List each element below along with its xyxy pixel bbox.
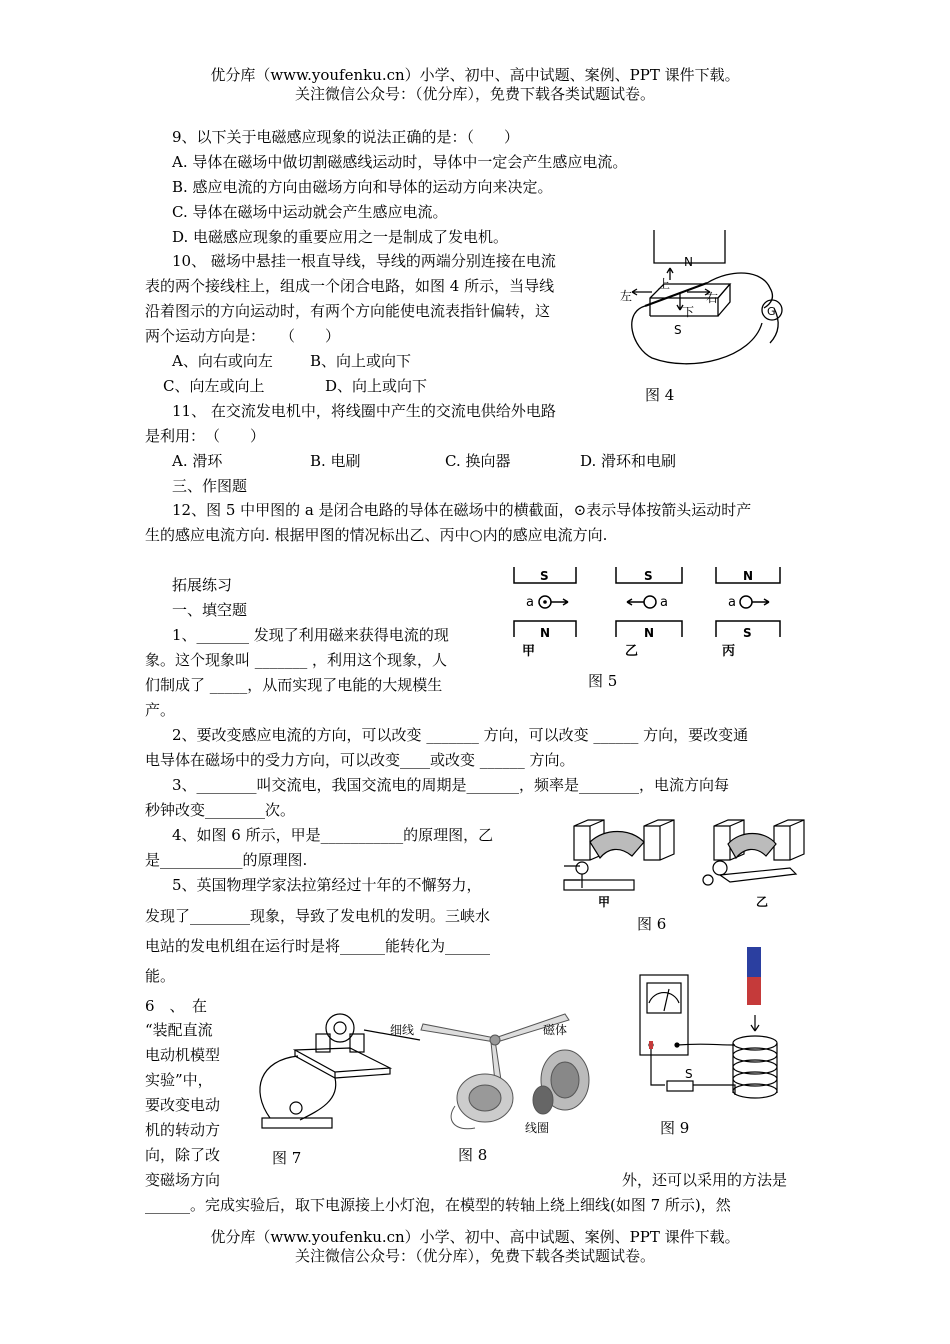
fig7-thread-label: 细线 bbox=[390, 1023, 415, 1037]
q9-option-b: B. 感应电流的方向由磁场方向和导体的运动方向来决定。 bbox=[172, 178, 553, 196]
fig5-bing-a: a bbox=[728, 595, 736, 610]
figure-8 bbox=[415, 1010, 595, 1140]
header-line-1: 优分库（www.youfenku.cn）小学、初中、高中试题、案例、PPT 课件下载。 bbox=[210, 66, 740, 84]
ext-p1-line-2: 象。这个现象叫 _______ ，利用这个现象，人 bbox=[145, 651, 448, 669]
ext-p1-line-3: 们制成了 _____，从而实现了电能的大规模生 bbox=[145, 676, 443, 694]
fig5-yi-label: 乙 bbox=[625, 644, 639, 659]
fig5-yi-bottom: N bbox=[644, 626, 655, 640]
fig8-coil-label: 线圈 bbox=[525, 1121, 550, 1135]
q10-option-d: D、向上或向下 bbox=[325, 377, 428, 395]
fig6-yi-label: 乙 bbox=[756, 895, 769, 909]
section-3-title: 三、作图题 bbox=[172, 477, 248, 495]
fig5-jia-bottom: N bbox=[540, 626, 551, 640]
ext-p1-line-4: 产。 bbox=[145, 701, 176, 719]
ext-p6-line-7: 向，除了改 bbox=[145, 1146, 221, 1164]
fig9-s-label: S bbox=[685, 1067, 693, 1081]
fig5-bing-bottom: S bbox=[743, 626, 752, 640]
q11-option-b: B. 电刷 bbox=[310, 452, 361, 470]
ext-p6-line-8: 变磁场方向 bbox=[145, 1171, 221, 1189]
q9-stem: 9、以下关于电磁感应现象的说法正确的是：（ ） bbox=[172, 128, 520, 146]
ext-p6-line-6: 机的转动方 bbox=[145, 1121, 221, 1139]
fig8-magnet-label: 磁体 bbox=[543, 1023, 568, 1037]
fig5-jia-label: 甲 bbox=[522, 644, 536, 659]
fig4-down-label: 下 bbox=[682, 305, 695, 319]
fig5-jia-a: a bbox=[526, 595, 534, 610]
q12-line-1: 12、图 5 中甲图的 a 是闭合电路的导体在磁场中的横截面，⊙表示导体按箭头运动时产 bbox=[172, 501, 752, 519]
fig4-caption: 图 4 bbox=[645, 386, 675, 404]
fig4-s-label: S bbox=[674, 323, 682, 337]
fig5-yi-a: a bbox=[660, 595, 668, 610]
fig5-yi-top: S bbox=[644, 569, 653, 583]
q9-option-d: D. 电磁感应现象的重要应用之一是制成了发电机。 bbox=[172, 228, 509, 246]
ext-fill-title: 一、填空题 bbox=[172, 601, 248, 619]
q11-option-a: A. 滑环 bbox=[172, 452, 223, 470]
figure-5 bbox=[510, 565, 790, 660]
fig4-up-label: 上 bbox=[658, 277, 671, 291]
fig6-caption: 图 6 bbox=[637, 915, 667, 933]
fig5-bing-top: N bbox=[743, 569, 754, 583]
ext-title: 拓展练习 bbox=[172, 576, 233, 594]
fig5-bing-label: 丙 bbox=[722, 644, 736, 659]
q11-option-c: C. 换向器 bbox=[445, 452, 511, 470]
ext-p4-line-2: 是___________的原理图. bbox=[145, 851, 308, 869]
ext-p4-line-1: 4、如图 6 所示，甲是___________的原理图，乙 bbox=[172, 826, 494, 844]
fig4-g-label: G bbox=[767, 305, 776, 318]
footer-line-2: 关注微信公众号：（优分库），免费下载各类试题试卷。 bbox=[294, 1247, 655, 1265]
q9-option-a: A. 导体在磁场中做切割磁感线运动时，导体中一定会产生感应电流。 bbox=[172, 153, 628, 171]
fig4-n-label: N bbox=[684, 255, 693, 269]
figure-9 bbox=[635, 945, 795, 1110]
q10-line-4: 两个运动方向是： （ ） bbox=[145, 327, 341, 345]
ext-p3-line-2: 秒钟改变________次。 bbox=[145, 801, 296, 819]
q9-option-c: C. 导体在磁场中运动就会产生感应电流。 bbox=[172, 203, 448, 221]
q10-line-1: 10、 磁场中悬挂一根直导线，导线的两端分别连接在电流 bbox=[172, 252, 556, 270]
q11-line-2: 是利用： （ ） bbox=[145, 427, 266, 445]
ext-p6-tail: 外，还可以采用的方法是 bbox=[622, 1171, 788, 1189]
ext-p6-line-3: 电动机模型 bbox=[145, 1046, 221, 1064]
fig9-caption: 图 9 bbox=[660, 1119, 690, 1137]
ext-p6-line-2: “装配直流 bbox=[145, 1021, 213, 1039]
q11-line-1: 11、 在交流发电机中，将线圈中产生的交流电供给外电路 bbox=[172, 402, 556, 420]
fig4-left-label: 左 bbox=[620, 289, 633, 303]
header-line-2: 关注微信公众号：（优分库），免费下载各类试题试卷。 bbox=[294, 85, 655, 103]
fig8-caption: 图 8 bbox=[458, 1146, 488, 1164]
ext-p6-line-1: 6 、 在 bbox=[145, 997, 208, 1015]
ext-p6-last: ______。完成实验后，取下电源接上小灯泡，在模型的转轴上绕上细线(如图 7 所示)，然 bbox=[145, 1196, 731, 1214]
figure-6 bbox=[560, 818, 815, 910]
figure-7 bbox=[240, 1000, 425, 1135]
figure-4 bbox=[612, 228, 792, 378]
ext-p1-line-1: 1、_______ 发现了利用磁来获得电流的现 bbox=[172, 626, 449, 644]
q10-option-c: C、向左或向上 bbox=[163, 377, 265, 395]
ext-p2-line-1: 2、要改变感应电流的方向，可以改变 _______ 方向，可以改变 ______ 方向，要改变通 bbox=[172, 726, 749, 744]
fig5-jia-top: S bbox=[540, 569, 549, 583]
ext-p5-line-4: 能。 bbox=[145, 967, 176, 985]
q10-line-2: 表的两个接线柱上，组成一个闭合电路，如图 4 所示，当导线 bbox=[145, 277, 555, 295]
ext-p5-line-3: 电站的发电机组在运行时是将______能转化为______ bbox=[145, 937, 491, 955]
ext-p5-line-1: 5、英国物理学家法拉第经过十年的不懈努力， bbox=[172, 876, 482, 894]
fig7-caption: 图 7 bbox=[272, 1149, 302, 1167]
q10-line-3: 沿着图示的方向运动时，有两个方向能使电流表指针偏转，这 bbox=[145, 302, 551, 320]
fig5-caption: 图 5 bbox=[588, 672, 618, 690]
q10-option-b: B、向上或向下 bbox=[310, 352, 412, 370]
footer-line-1: 优分库（www.youfenku.cn）小学、初中、高中试题、案例、PPT 课件下载。 bbox=[210, 1228, 740, 1246]
ext-p6-line-4: 实验”中， bbox=[145, 1071, 213, 1089]
q10-option-a: A、向右或向左 bbox=[172, 352, 273, 370]
ext-p6-line-5: 要改变电动 bbox=[145, 1096, 221, 1114]
fig4-right-label: 右 bbox=[706, 291, 719, 305]
ext-p5-line-2: 发现了________现象，导致了发电机的发明。三峡水 bbox=[145, 907, 491, 925]
q12-line-2: 生的感应电流方向. 根据甲图的情况标出乙、丙中○内的感应电流方向. bbox=[145, 526, 608, 544]
fig6-jia-label: 甲 bbox=[598, 895, 611, 909]
ext-p2-line-2: 电导体在磁场中的受力方向，可以改变____或改变 ______ 方向。 bbox=[145, 751, 575, 769]
q11-option-d: D. 滑环和电刷 bbox=[580, 452, 677, 470]
ext-p3-line-1: 3、________叫交流电，我国交流电的周期是_______，频率是________，电流方向每 bbox=[172, 776, 730, 794]
